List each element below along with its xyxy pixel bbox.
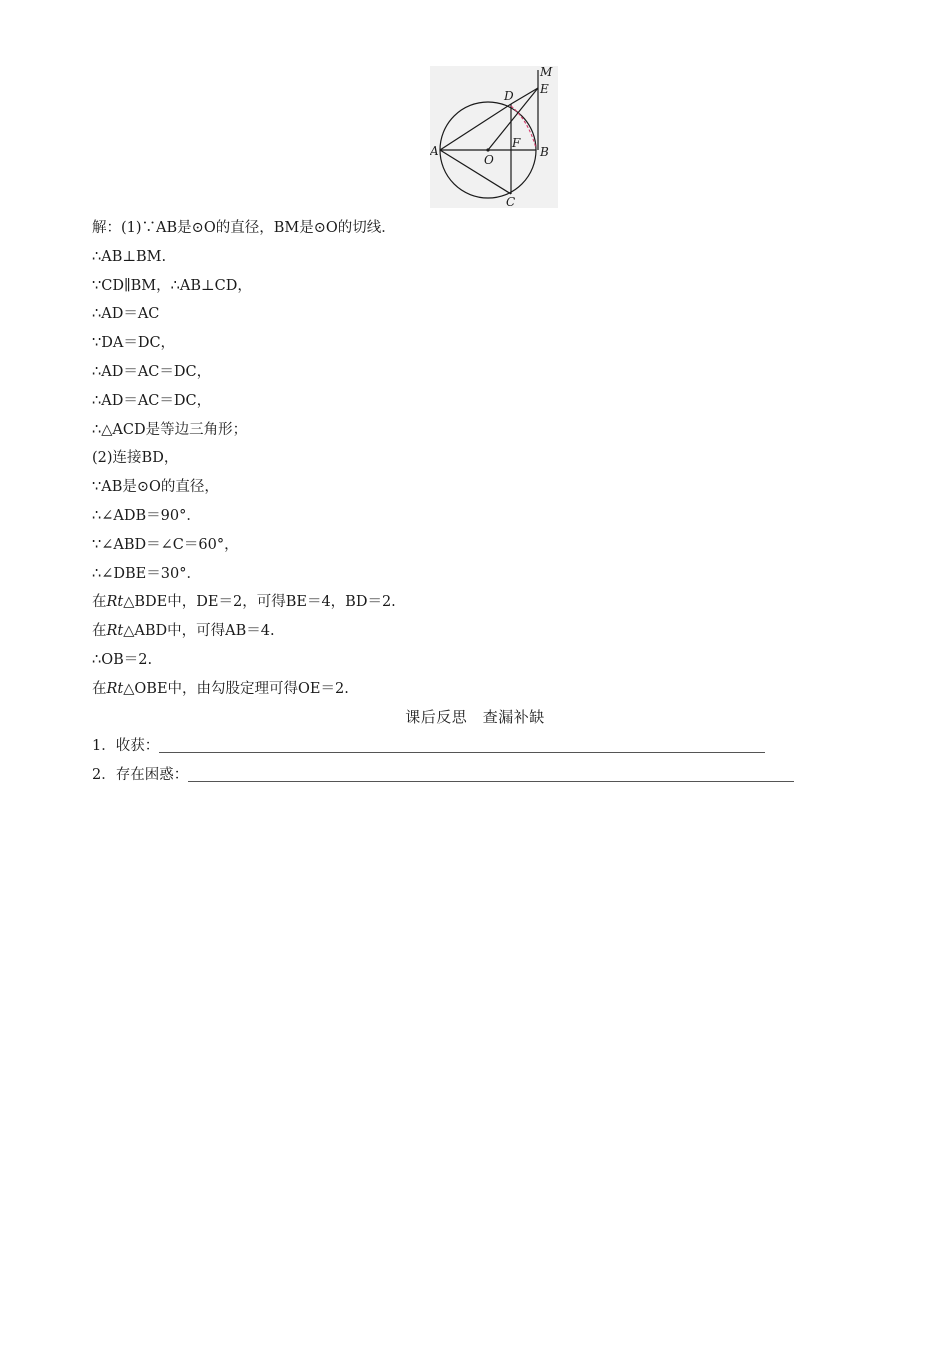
- solution-line: ∵AB是⊙O的直径，: [92, 479, 219, 496]
- text-rest: △ABD中，可得AB＝4.: [123, 623, 275, 640]
- text-prefix: 在: [92, 623, 107, 640]
- solution-line: ∵DA＝DC，: [92, 335, 176, 352]
- reflection-gains-row: [92, 732, 765, 760]
- solution-line-rt-bde: [92, 588, 852, 617]
- label-f: F: [512, 136, 521, 150]
- doubts-blank-line[interactable]: [188, 765, 794, 782]
- circle-tangent-diagram: [430, 66, 558, 208]
- center-point-o: [486, 148, 489, 151]
- text-rest: △OBE中，由勾股定理可得OE＝2.: [123, 680, 349, 697]
- label-a: A: [430, 144, 439, 158]
- label-o: O: [484, 153, 494, 167]
- text-rest: △BDE中，DE＝2，可得BE＝4，BD＝2.: [123, 594, 396, 611]
- text-rt: Rt: [106, 594, 124, 611]
- reflection-title: 课后反思 查漏补缺: [405, 708, 545, 726]
- solution-line: ∴AB⊥BM.: [92, 248, 167, 265]
- solution-line: ∴∠ADB＝90°．: [92, 507, 201, 524]
- reflection-doubts-label: 2．存在困惑：: [92, 767, 189, 783]
- solution-line: ∴AD＝AC＝DC，: [92, 392, 212, 409]
- solution-line: 解：(1)∵AB是⊙O的直径，BM是⊙O的切线．: [92, 220, 396, 236]
- label-c: C: [506, 195, 516, 208]
- text-prefix: 在: [92, 680, 107, 697]
- solution-text: [92, 214, 852, 704]
- text-rt: Rt: [106, 623, 124, 640]
- solution-line: ∵CD∥BM，∴AB⊥CD，: [92, 277, 252, 294]
- solution-line: ∵∠ABD＝∠C＝60°，: [92, 536, 239, 553]
- solution-line: ∴AD＝AC: [92, 306, 160, 323]
- label-e: E: [540, 82, 549, 96]
- reflection-gains-label: 1．收获：: [92, 738, 160, 754]
- solution-line: ∴OB＝2.: [92, 651, 153, 668]
- text-rt: Rt: [106, 680, 124, 697]
- solution-line: ∴∠DBE＝30°．: [92, 565, 201, 582]
- solution-line: ∴△ACD是等边三角形；: [92, 421, 248, 438]
- label-b: B: [540, 145, 549, 159]
- gains-blank-line[interactable]: [159, 736, 765, 753]
- reflection-doubts-row: [92, 761, 794, 789]
- text-prefix: 在: [92, 594, 107, 611]
- geometry-figure: [430, 66, 558, 208]
- solution-line: ∴AD＝AC＝DC，: [92, 363, 212, 380]
- label-m: M: [540, 66, 553, 79]
- solution-line: (2)连接BD，: [92, 450, 179, 467]
- label-d: D: [504, 89, 514, 103]
- segment-ad: [440, 104, 511, 150]
- segment-de: [511, 88, 538, 104]
- solution-line-rt-abd: [92, 617, 852, 646]
- solution-line-rt-obe: [92, 675, 852, 704]
- segment-ac: [440, 150, 511, 194]
